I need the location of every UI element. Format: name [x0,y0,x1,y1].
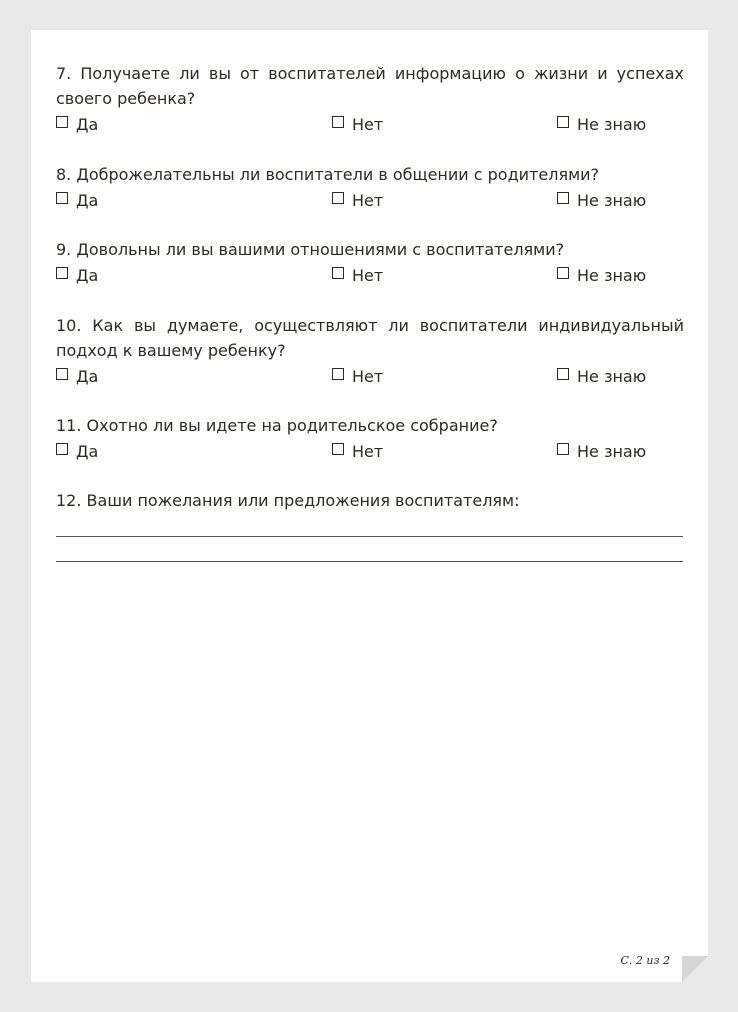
question-8-text: 8. Доброжелательны ли воспитатели в общении с родителями? [56,165,600,184]
q11-option-yes[interactable] [56,438,98,464]
checkbox-icon[interactable] [332,192,344,204]
q8-option-dont-know[interactable] [557,187,646,213]
q11-option-yes-label: Да [76,441,99,461]
checkbox-icon[interactable] [557,192,569,204]
page-curl-corner [682,956,708,982]
q11-option-dont-know-label: Не знаю [577,441,647,461]
question-8-options [56,187,684,213]
question-7 [56,61,684,137]
checkbox-icon[interactable] [332,116,344,128]
question-12-text: 12. Ваши пожелания или предложения воспитателям: [56,491,520,510]
q11-option-dont-know[interactable] [557,438,646,464]
checkbox-icon[interactable] [56,192,68,204]
q11-option-no-label: Нет [352,441,384,461]
q9-option-no[interactable] [332,262,383,288]
question-12 [56,488,684,513]
checkbox-icon[interactable] [332,368,344,380]
q10-option-dont-know[interactable] [557,363,646,389]
answer-line-2[interactable] [56,561,683,562]
q9-option-yes-label: Да [76,265,99,285]
q7-option-dont-know-label: Не знаю [577,114,647,134]
checkbox-icon[interactable] [557,116,569,128]
q8-option-no-label: Нет [352,190,384,210]
question-9 [56,237,684,288]
q10-option-no-label: Нет [352,366,384,386]
q9-option-dont-know[interactable] [557,262,646,288]
q8-option-yes[interactable] [56,187,98,213]
q11-option-no[interactable] [332,438,383,464]
answer-line-1[interactable] [56,536,683,537]
checkbox-icon[interactable] [332,443,344,455]
q8-option-yes-label: Да [76,190,99,210]
q7-option-no[interactable] [332,111,383,137]
checkbox-icon[interactable] [56,368,68,380]
checkbox-icon[interactable] [56,443,68,455]
question-11-options [56,438,684,464]
q8-option-no[interactable] [332,187,383,213]
checkbox-icon[interactable] [557,267,569,279]
question-10-options [56,363,684,389]
checkbox-icon[interactable] [557,368,569,380]
question-9-text: 9. Довольны ли вы вашими отношениями с воспитателями? [56,240,565,259]
q9-option-no-label: Нет [352,265,384,285]
question-7-options [56,111,684,137]
q9-option-yes[interactable] [56,262,98,288]
checkbox-icon[interactable] [332,267,344,279]
question-11 [56,413,684,464]
question-7-text: 7. Получаете ли вы от воспитателей информацию о жизни и успехах своего ребенка? [56,64,684,108]
q9-option-dont-know-label: Не знаю [577,265,647,285]
q8-option-dont-know-label: Не знаю [577,190,647,210]
q7-option-dont-know[interactable] [557,111,646,137]
question-10 [56,313,684,389]
q7-option-no-label: Нет [352,114,384,134]
checkbox-icon[interactable] [56,116,68,128]
question-9-options [56,262,684,288]
question-11-text: 11. Охотно ли вы идете на родительское собрание? [56,416,498,435]
page-number: С. 2 из 2 [620,954,670,967]
q7-option-yes-label: Да [76,114,99,134]
checkbox-icon[interactable] [56,267,68,279]
question-10-text: 10. Как вы думаете, осуществляют ли воспитатели индивидуальный подход к вашему ребенку? [56,316,684,360]
q10-option-no[interactable] [332,363,383,389]
document-page [31,30,708,982]
q10-option-dont-know-label: Не знаю [577,366,647,386]
q7-option-yes[interactable] [56,111,98,137]
q10-option-yes[interactable] [56,363,98,389]
answer-lines[interactable] [56,536,683,586]
question-8 [56,162,684,213]
q10-option-yes-label: Да [76,366,99,386]
checkbox-icon[interactable] [557,443,569,455]
